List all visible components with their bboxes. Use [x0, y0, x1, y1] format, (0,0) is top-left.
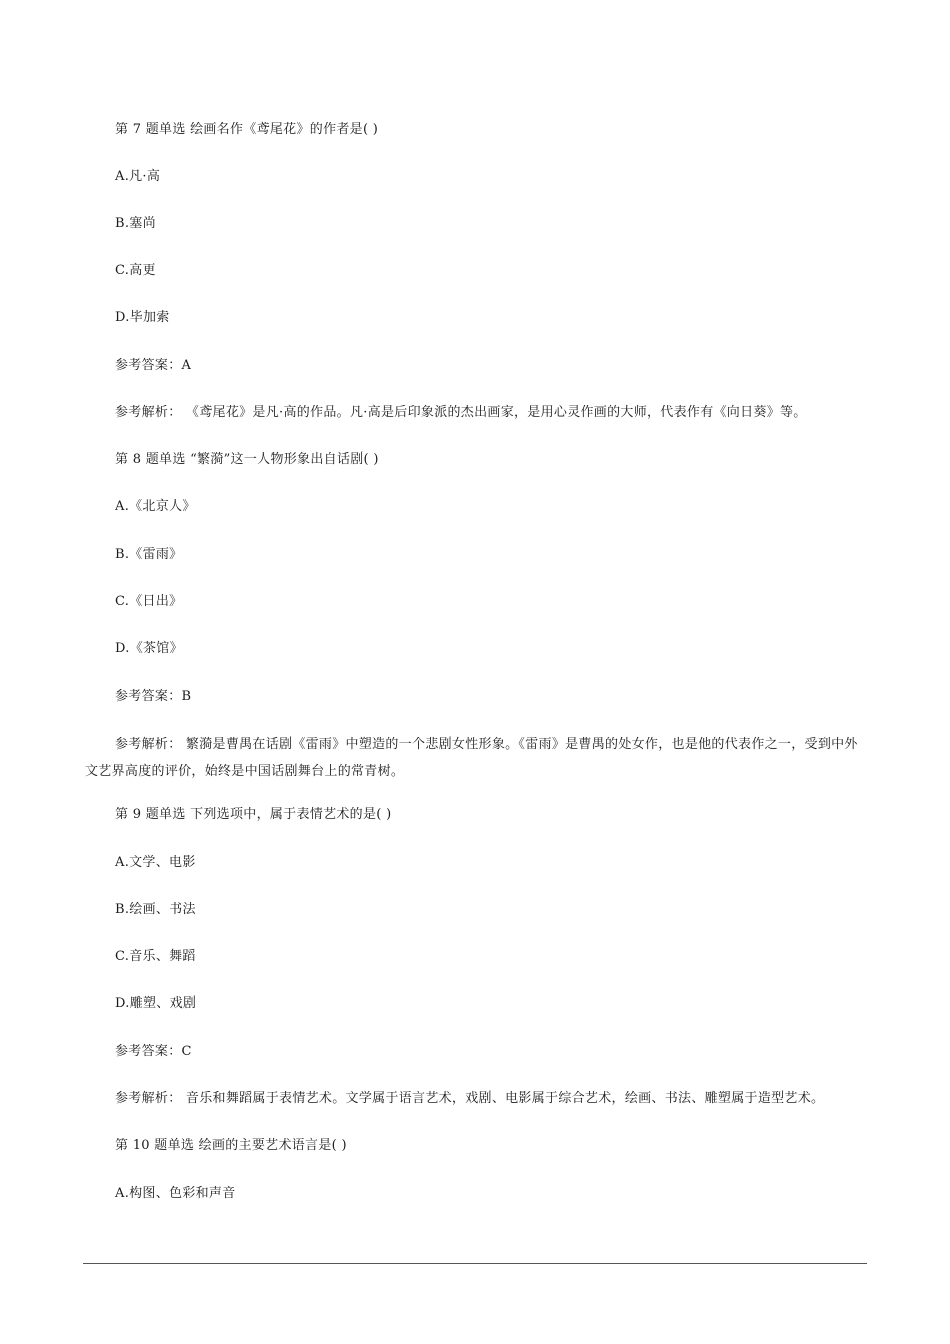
- question-7-stem: 第 7 题单选 绘画名作《鸢尾花》的作者是( ): [115, 122, 379, 137]
- question-7-analysis: 参考解析： 《鸢尾花》是凡·高的作品。凡·高是后印象派的杰出画家，是用心灵作画的大师，代表作有《向日葵》等。: [115, 405, 807, 420]
- question-8-option-b: B.《雷雨》: [115, 547, 183, 562]
- question-7-option-a: A.凡·高: [115, 169, 161, 184]
- question-9-stem: 第 9 题单选 下列选项中，属于表情艺术的是( ): [115, 807, 392, 822]
- question-8-stem: 第 8 题单选 “繁漪”这一人物形象出自话剧( ): [115, 452, 379, 467]
- footer-divider: [83, 1263, 867, 1264]
- question-10-stem: 第 10 题单选 绘画的主要艺术语言是( ): [115, 1138, 347, 1153]
- question-7-option-d: D.毕加索: [115, 310, 170, 325]
- question-9-analysis: 参考解析： 音乐和舞蹈属于表情艺术。文学属于语言艺术，戏剧、电影属于综合艺术，绘画、书法、雕塑属于造型艺术。: [115, 1091, 825, 1106]
- question-9-option-d: D.雕塑、戏剧: [115, 996, 197, 1011]
- question-9-answer: 参考答案：C: [115, 1044, 192, 1059]
- question-9-option-a: A.文学、电影: [115, 855, 196, 870]
- question-7-answer: 参考答案：A: [115, 358, 192, 373]
- question-8-option-a: A.《北京人》: [115, 499, 196, 514]
- question-9-option-c: C.音乐、舞蹈: [115, 949, 196, 964]
- question-7-option-b: B.塞尚: [115, 216, 156, 231]
- question-9-option-b: B.绘画、书法: [115, 902, 196, 917]
- question-8-option-d: D.《茶馆》: [115, 641, 183, 656]
- question-8-analysis: 参考解析： 繁漪是曹禺在话剧《雷雨》中塑造的一个悲剧女性形象。《雷雨》是曹禺的处女作，也是他的代表作之一，受到中外文艺界高度的评价，始终是中国话剧舞台上的常青树。: [85, 737, 858, 779]
- question-10-option-a: A.构图、色彩和声音: [115, 1186, 236, 1201]
- question-8-option-c: C.《日出》: [115, 594, 183, 609]
- question-8-answer: 参考答案：B: [115, 689, 192, 704]
- question-7-option-c: C.高更: [115, 263, 156, 278]
